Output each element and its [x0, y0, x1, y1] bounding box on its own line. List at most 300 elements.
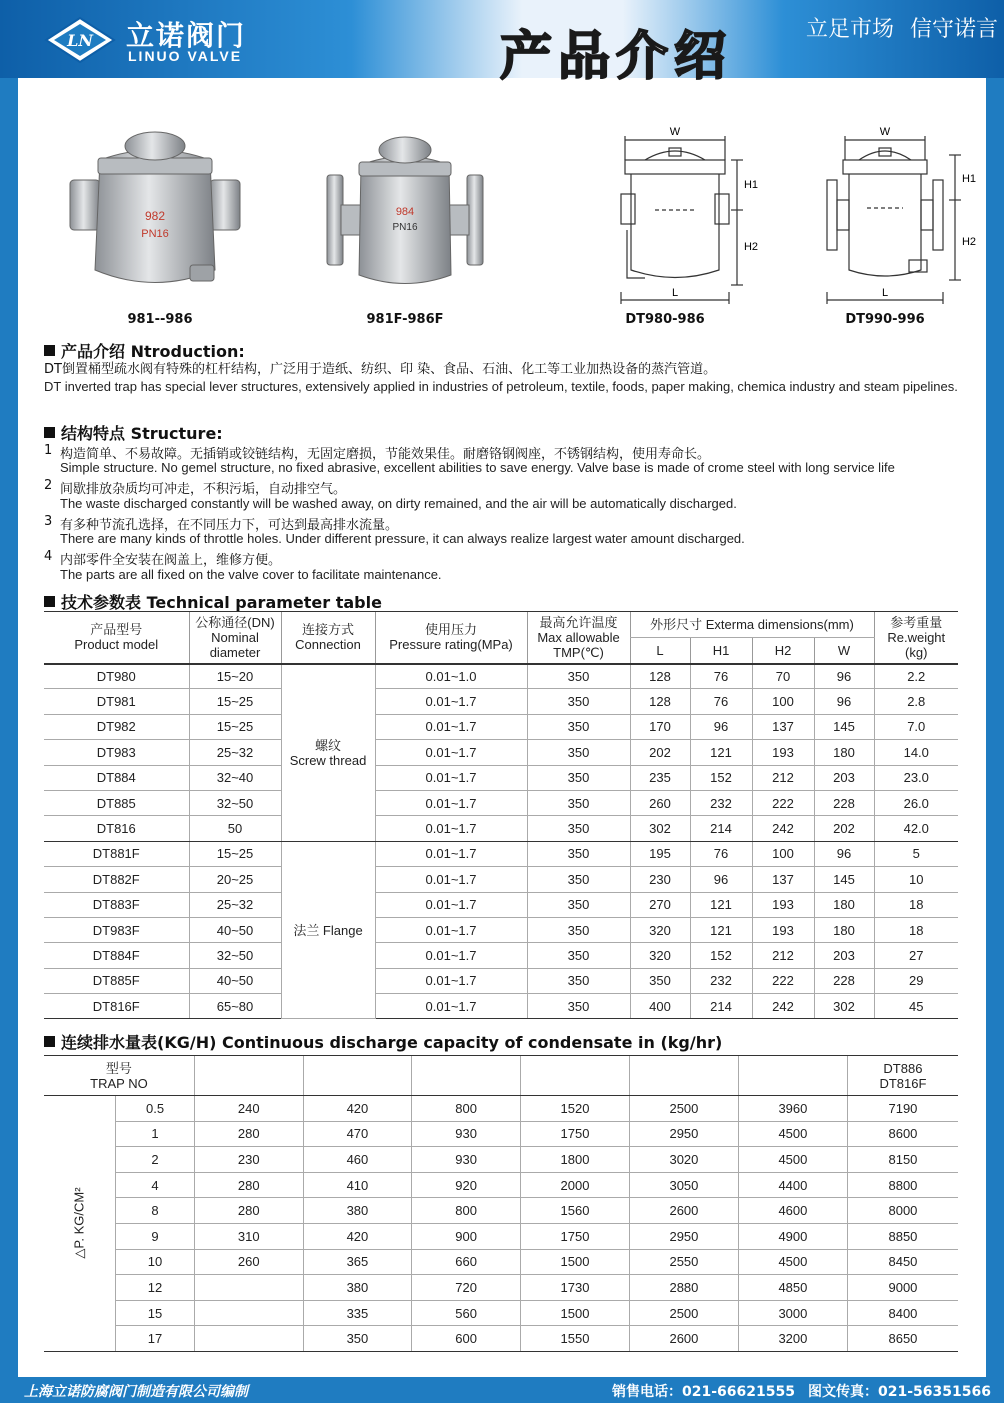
slogan-2: 信守诺言: [910, 17, 999, 42]
cell-h2: 193: [752, 740, 814, 765]
col-header-connection: 连接方式 Connection: [281, 612, 375, 664]
product-caption: 981--986: [127, 312, 193, 327]
cell-discharge-value: [194, 1326, 303, 1352]
col-header-h2: H2: [752, 638, 814, 664]
product-caption: DT990-996: [845, 312, 925, 327]
cell-discharge-value: 3020: [629, 1147, 738, 1173]
dim-w-label: W: [879, 126, 891, 138]
cell-discharge-value: 7190: [847, 1096, 958, 1122]
cell-connection: 法兰 Flange: [281, 841, 375, 1019]
discharge-table-row: [44, 1121, 958, 1147]
cell-weight: 27: [874, 943, 958, 968]
cell-discharge-value: 3000: [738, 1300, 847, 1326]
cell-h2: 222: [752, 968, 814, 993]
cell-l: 320: [630, 917, 690, 942]
footer-fax: 图文传真：021-56351566: [808, 1384, 991, 1400]
cell-h1: 214: [690, 994, 752, 1019]
cell-pressure: 0.01~1.7: [375, 790, 527, 815]
cell-discharge-value: 660: [412, 1249, 521, 1275]
discharge-table-row: [44, 1249, 958, 1275]
cell-model: DT816: [44, 816, 189, 841]
tech-table-row: [44, 917, 958, 942]
cell-weight: 18: [874, 892, 958, 917]
col-header-model: 产品型号 Product model: [44, 612, 189, 664]
cell-discharge-value: 240: [194, 1096, 303, 1122]
cell-h1: 121: [690, 740, 752, 765]
cell-temperature: 350: [527, 664, 630, 689]
cell-l: 400: [630, 994, 690, 1019]
dim-h2-label: H2: [743, 241, 759, 253]
col-header-weight: 参考重量 Re.weight (kg): [874, 612, 958, 664]
cell-h2: 100: [752, 841, 814, 866]
cell-pressure-value: 15: [116, 1300, 195, 1326]
cell-temperature: 350: [527, 994, 630, 1019]
trap-col-header: [194, 1056, 303, 1096]
cell-pressure: 0.01~1.7: [375, 867, 527, 892]
cell-discharge-value: 800: [412, 1096, 521, 1122]
cell-pressure-value: 9: [116, 1223, 195, 1249]
cell-discharge-value: 2600: [629, 1326, 738, 1352]
cell-h2: 137: [752, 867, 814, 892]
cell-dn: 15~25: [189, 714, 281, 739]
product-dt990-996: [785, 120, 985, 335]
intro-heading-text: 产品介绍 Ntroduction:: [61, 342, 245, 361]
cell-discharge-value: [194, 1300, 303, 1326]
cell-l: 128: [630, 689, 690, 714]
cell-pressure: 0.01~1.7: [375, 917, 527, 942]
cell-weight: 23.0: [874, 765, 958, 790]
cell-discharge-value: 4850: [738, 1275, 847, 1301]
pressure-axis-label: △P. KG/CM²: [71, 1187, 87, 1260]
page-footer: [0, 1377, 1004, 1403]
cell-w: 180: [814, 740, 874, 765]
cell-w: 203: [814, 765, 874, 790]
cell-dn: 32~40: [189, 765, 281, 790]
cell-discharge-value: 420: [303, 1223, 412, 1249]
cell-h1: 76: [690, 689, 752, 714]
cell-temperature: 350: [527, 765, 630, 790]
tech-table-row: [44, 765, 958, 790]
cell-l: 195: [630, 841, 690, 866]
cell-discharge-value: 460: [303, 1147, 412, 1173]
cell-discharge-value: 930: [412, 1121, 521, 1147]
cell-w: 203: [814, 943, 874, 968]
cell-discharge-value: 9000: [847, 1275, 958, 1301]
discharge-table-row: [44, 1172, 958, 1198]
cell-pressure: 0.01~1.7: [375, 943, 527, 968]
cell-w: 202: [814, 816, 874, 841]
cell-dn: 40~50: [189, 917, 281, 942]
cell-l: 302: [630, 816, 690, 841]
bullet-square-icon: [44, 345, 55, 356]
trap-col-header: [738, 1056, 847, 1096]
structure-item-cn: 内部零件全安装在阀盖上，维修方便。: [60, 553, 282, 568]
cell-h2: 193: [752, 892, 814, 917]
cell-discharge-value: 350: [303, 1326, 412, 1352]
cell-pressure-value: 0.5: [116, 1096, 195, 1122]
cell-discharge-value: 410: [303, 1172, 412, 1198]
trap-col-header: [303, 1056, 412, 1096]
col-header-dn: 公称通径(DN) Nominal diameter: [189, 612, 281, 664]
tech-table-row: [44, 714, 958, 739]
page-title: 产品介绍: [500, 26, 733, 87]
product-981f-986f: [305, 120, 505, 335]
threaded-trap-photo: [60, 120, 260, 305]
cell-l: 128: [630, 664, 690, 689]
trap-cast-pressure: PN16: [392, 222, 418, 233]
cell-pressure: 0.01~1.7: [375, 841, 527, 866]
cell-dn: 25~32: [189, 892, 281, 917]
cell-h2: 193: [752, 917, 814, 942]
cell-pressure-value: 1: [116, 1121, 195, 1147]
cell-discharge-value: 4900: [738, 1223, 847, 1249]
tech-table-row: [44, 994, 958, 1019]
structure-item-cn: 有多种节流孔选择，在不同压力下，可达到最高排水流量。: [60, 518, 399, 533]
dimension-drawing-threaded: [565, 120, 765, 305]
product-caption: 981F-986F: [366, 312, 444, 327]
cell-discharge-value: 8000: [847, 1198, 958, 1224]
discharge-table-row: [44, 1223, 958, 1249]
cell-discharge-value: 2880: [629, 1275, 738, 1301]
tech-table-row: [44, 664, 958, 689]
cell-l: 260: [630, 790, 690, 815]
cell-w: 145: [814, 714, 874, 739]
pressure-axis-cell: [44, 1096, 116, 1352]
flanged-trap-photo: [305, 120, 505, 305]
cell-model: DT881F: [44, 841, 189, 866]
bullet-square-icon: [44, 596, 55, 607]
cell-discharge-value: 8850: [847, 1223, 958, 1249]
cell-pressure: 0.01~1.7: [375, 892, 527, 917]
cell-h1: 121: [690, 892, 752, 917]
cell-weight: 14.0: [874, 740, 958, 765]
dim-h1-label: H1: [743, 179, 759, 191]
dimension-drawing-flanged: [785, 120, 985, 305]
cell-discharge-value: 1730: [520, 1275, 629, 1301]
cell-discharge-value: 2500: [629, 1096, 738, 1122]
cell-l: 235: [630, 765, 690, 790]
cell-h2: 222: [752, 790, 814, 815]
cell-h2: 137: [752, 714, 814, 739]
cell-weight: 29: [874, 968, 958, 993]
cell-l: 170: [630, 714, 690, 739]
cell-weight: 42.0: [874, 816, 958, 841]
cell-h1: 96: [690, 714, 752, 739]
cell-discharge-value: 280: [194, 1198, 303, 1224]
cell-model: DT983F: [44, 917, 189, 942]
cell-temperature: 350: [527, 689, 630, 714]
cell-discharge-value: 2500: [629, 1300, 738, 1326]
cell-weight: 18: [874, 917, 958, 942]
product-gallery: [40, 120, 977, 335]
cell-pressure-value: 12: [116, 1275, 195, 1301]
cell-h1: 76: [690, 664, 752, 689]
cell-discharge-value: [194, 1275, 303, 1301]
cell-discharge-value: 3200: [738, 1326, 847, 1352]
structure-item-number: 2: [44, 478, 53, 493]
footer-company: 上海立诺防腐阀门制造有限公司编制: [24, 1384, 248, 1400]
footer-sales-phone: 销售电话：021-66621555: [612, 1384, 795, 1400]
company-logo: [36, 12, 266, 68]
cell-discharge-value: 280: [194, 1121, 303, 1147]
structure-item-en: The waste discharged constantly will be washed away, on dirty remained, and the air will be automatically discharged.: [60, 496, 737, 511]
cell-discharge-value: 420: [303, 1096, 412, 1122]
cell-discharge-value: 2550: [629, 1249, 738, 1275]
col-header-dimensions: 外形尺寸 Exterma dimensions(mm): [630, 612, 874, 638]
trap-col-header: [629, 1056, 738, 1096]
cell-discharge-value: 4500: [738, 1249, 847, 1275]
cell-pressure: 0.01~1.7: [375, 994, 527, 1019]
technical-parameter-table: [44, 611, 958, 1019]
cell-dn: 32~50: [189, 790, 281, 815]
slogan-1: 立足市场: [806, 17, 895, 42]
cell-model: DT982: [44, 714, 189, 739]
structure-item-en: Simple structure. No gemel structure, no fixed abrasive, excellent abilities to save energy. Valve base is made of crome steel with long service life: [60, 460, 895, 475]
cell-discharge-value: 1750: [520, 1121, 629, 1147]
cell-discharge-value: 8800: [847, 1172, 958, 1198]
tech-table-row: [44, 968, 958, 993]
cell-discharge-value: 3050: [629, 1172, 738, 1198]
col-header-w: W: [814, 638, 874, 664]
cell-connection: 螺纹 Screw thread: [281, 664, 375, 842]
page-header: [0, 0, 1004, 100]
trap-cast-number: 984: [395, 206, 415, 218]
cell-discharge-value: 8650: [847, 1326, 958, 1352]
discharge-heading-text: 连续排水量表(KG/H) Continuous discharge capacity of condensate in (kg/hr): [61, 1033, 723, 1052]
cell-model: DT983: [44, 740, 189, 765]
logo-diamond-icon: [44, 16, 116, 64]
cell-pressure: 0.01~1.7: [375, 714, 527, 739]
structure-item-cn: 构造简单、不易故障。无插销或铰链结构，无固定磨损，节能效果佳。耐磨铬钢阀座，不锈钢结构，使用寿命长。: [60, 447, 711, 462]
cell-temperature: 350: [527, 816, 630, 841]
cell-pressure: 0.01~1.0: [375, 664, 527, 689]
cell-discharge-value: 310: [194, 1223, 303, 1249]
cell-w: 96: [814, 841, 874, 866]
cell-h2: 212: [752, 765, 814, 790]
cell-discharge-value: 260: [194, 1249, 303, 1275]
discharge-table-row: [44, 1147, 958, 1173]
cell-discharge-value: 600: [412, 1326, 521, 1352]
cell-discharge-value: 380: [303, 1275, 412, 1301]
cell-discharge-value: 280: [194, 1172, 303, 1198]
dim-h2-label: H2: [961, 236, 977, 248]
cell-weight: 45: [874, 994, 958, 1019]
cell-discharge-value: 380: [303, 1198, 412, 1224]
intro-text-cn: DT倒置桶型疏水阀有特殊的杠杆结构，广泛用于造纸、纺织、印 染、食品、石油、化工等工业加热设备的蒸汽管道。: [44, 362, 717, 377]
col-header-pressure: 使用压力 Pressure rating(MPa): [375, 612, 527, 664]
cell-weight: 26.0: [874, 790, 958, 815]
cell-discharge-value: 720: [412, 1275, 521, 1301]
discharge-table-row: [44, 1300, 958, 1326]
cell-h1: 152: [690, 943, 752, 968]
col-header-temperature: 最高允许温度 Max allowable TMP(℃): [527, 612, 630, 664]
cell-discharge-value: 2000: [520, 1172, 629, 1198]
trap-cast-pressure: PN16: [141, 228, 169, 240]
product-dt980-986: [565, 120, 765, 335]
dim-l-label: L: [881, 287, 889, 299]
cell-h1: 76: [690, 841, 752, 866]
cell-l: 320: [630, 943, 690, 968]
structure-item-number: 4: [44, 549, 53, 564]
cell-pressure-value: 4: [116, 1172, 195, 1198]
cell-temperature: 350: [527, 943, 630, 968]
cell-weight: 2.2: [874, 664, 958, 689]
tech-table-row: [44, 816, 958, 841]
cell-weight: 10: [874, 867, 958, 892]
cell-temperature: 350: [527, 968, 630, 993]
cell-pressure: 0.01~1.7: [375, 689, 527, 714]
cell-pressure: 0.01~1.7: [375, 765, 527, 790]
cell-model: DT885F: [44, 968, 189, 993]
logo-mark: LN: [67, 31, 93, 50]
cell-weight: 5: [874, 841, 958, 866]
cell-model: DT980: [44, 664, 189, 689]
discharge-table-row: [44, 1096, 958, 1122]
cell-model: DT883F: [44, 892, 189, 917]
trap-col-header-last: DT886 DT816F: [847, 1056, 958, 1096]
cell-h2: 242: [752, 994, 814, 1019]
trap-col-header: [412, 1056, 521, 1096]
structure-item-en: There are many kinds of throttle holes. Under different pressure, it can always realize largest water amount discharged.: [60, 531, 745, 546]
cell-pressure-value: 17: [116, 1326, 195, 1352]
cell-dn: 20~25: [189, 867, 281, 892]
tech-table-row: [44, 740, 958, 765]
cell-model: DT882F: [44, 867, 189, 892]
cell-temperature: 350: [527, 790, 630, 815]
frame-right-bar: [986, 0, 1004, 1403]
cell-h2: 100: [752, 689, 814, 714]
cell-h1: 96: [690, 867, 752, 892]
cell-dn: 40~50: [189, 968, 281, 993]
bullet-square-icon: [44, 1036, 55, 1047]
cell-temperature: 350: [527, 740, 630, 765]
structure-item-number: 1: [44, 443, 53, 458]
cell-discharge-value: 1500: [520, 1300, 629, 1326]
cell-h1: 232: [690, 968, 752, 993]
cell-w: 228: [814, 968, 874, 993]
cell-l: 350: [630, 968, 690, 993]
cell-discharge-value: 1800: [520, 1147, 629, 1173]
cell-discharge-value: 335: [303, 1300, 412, 1326]
cell-h2: 212: [752, 943, 814, 968]
cell-dn: 15~25: [189, 841, 281, 866]
tech-table-row: [44, 841, 958, 866]
cell-w: 228: [814, 790, 874, 815]
cell-w: 180: [814, 917, 874, 942]
intro-heading: [44, 339, 245, 362]
tech-heading-text: 技术参数表 Technical parameter table: [61, 593, 382, 612]
cell-temperature: 350: [527, 892, 630, 917]
cell-pressure-value: 10: [116, 1249, 195, 1275]
cell-h1: 121: [690, 917, 752, 942]
cell-weight: 2.8: [874, 689, 958, 714]
cell-h2: 242: [752, 816, 814, 841]
cell-w: 302: [814, 994, 874, 1019]
frame-left-bar: [0, 0, 18, 1403]
cell-l: 230: [630, 867, 690, 892]
cell-dn: 50: [189, 816, 281, 841]
intro-text-en: DT inverted trap has special lever structures, extensively applied in industries of petroleum, textile, foods, paper making, chemica industry and steam pipelines.: [44, 379, 958, 394]
cell-dn: 32~50: [189, 943, 281, 968]
cell-h1: 152: [690, 765, 752, 790]
tech-table-row: [44, 689, 958, 714]
discharge-table-row: [44, 1275, 958, 1301]
cell-discharge-value: 1500: [520, 1249, 629, 1275]
cell-discharge-value: 365: [303, 1249, 412, 1275]
cell-discharge-value: 4600: [738, 1198, 847, 1224]
trap-cast-number: 982: [144, 209, 166, 223]
cell-discharge-value: 2950: [629, 1121, 738, 1147]
product-caption: DT980-986: [625, 312, 705, 327]
cell-temperature: 350: [527, 841, 630, 866]
cell-discharge-value: 560: [412, 1300, 521, 1326]
cell-dn: 25~32: [189, 740, 281, 765]
cell-pressure: 0.01~1.7: [375, 816, 527, 841]
cell-discharge-value: 2600: [629, 1198, 738, 1224]
cell-h1: 214: [690, 816, 752, 841]
cell-discharge-value: 2950: [629, 1223, 738, 1249]
cell-discharge-value: 8600: [847, 1121, 958, 1147]
cell-discharge-value: 8150: [847, 1147, 958, 1173]
logo-name-cn: 立诺阀门: [126, 19, 247, 52]
cell-discharge-value: 4500: [738, 1121, 847, 1147]
trap-col-header: [520, 1056, 629, 1096]
cell-model: DT816F: [44, 994, 189, 1019]
cell-pressure: 0.01~1.7: [375, 968, 527, 993]
cell-w: 96: [814, 689, 874, 714]
tech-table-row: [44, 790, 958, 815]
cell-h2: 70: [752, 664, 814, 689]
cell-discharge-value: 8400: [847, 1300, 958, 1326]
cell-pressure-value: 2: [116, 1147, 195, 1173]
cell-model: DT884F: [44, 943, 189, 968]
cell-discharge-value: 1750: [520, 1223, 629, 1249]
cell-model: DT885: [44, 790, 189, 815]
cell-temperature: 350: [527, 867, 630, 892]
logo-name-en: LINUO VALVE: [128, 48, 243, 64]
cell-discharge-value: 900: [412, 1223, 521, 1249]
product-981-986: [60, 120, 260, 335]
cell-dn: 15~25: [189, 689, 281, 714]
cell-l: 202: [630, 740, 690, 765]
tech-table-row: [44, 867, 958, 892]
col-header-h1: H1: [690, 638, 752, 664]
cell-w: 96: [814, 664, 874, 689]
discharge-capacity-table: [44, 1055, 958, 1352]
cell-model: DT884: [44, 765, 189, 790]
tech-table-row: [44, 943, 958, 968]
cell-discharge-value: 1550: [520, 1326, 629, 1352]
structure-heading-text: 结构特点 Structure:: [61, 424, 223, 443]
structure-item-cn: 间歇排放杂质均可冲走，不积污垢，自动排空气。: [60, 482, 347, 497]
col-header-l: L: [630, 638, 690, 664]
cell-discharge-value: 1560: [520, 1198, 629, 1224]
cell-discharge-value: 8450: [847, 1249, 958, 1275]
structure-item-en: The parts are all fixed on the valve cover to facilitate maintenance.: [60, 567, 442, 582]
cell-discharge-value: 800: [412, 1198, 521, 1224]
structure-heading: [44, 421, 223, 444]
discharge-table-row: [44, 1326, 958, 1352]
cell-model: DT981: [44, 689, 189, 714]
cell-discharge-value: 4500: [738, 1147, 847, 1173]
bullet-square-icon: [44, 427, 55, 438]
discharge-table-row: [44, 1198, 958, 1224]
cell-discharge-value: 3960: [738, 1096, 847, 1122]
tech-table-row: [44, 892, 958, 917]
cell-discharge-value: 4400: [738, 1172, 847, 1198]
cell-discharge-value: 920: [412, 1172, 521, 1198]
cell-dn: 15~20: [189, 664, 281, 689]
